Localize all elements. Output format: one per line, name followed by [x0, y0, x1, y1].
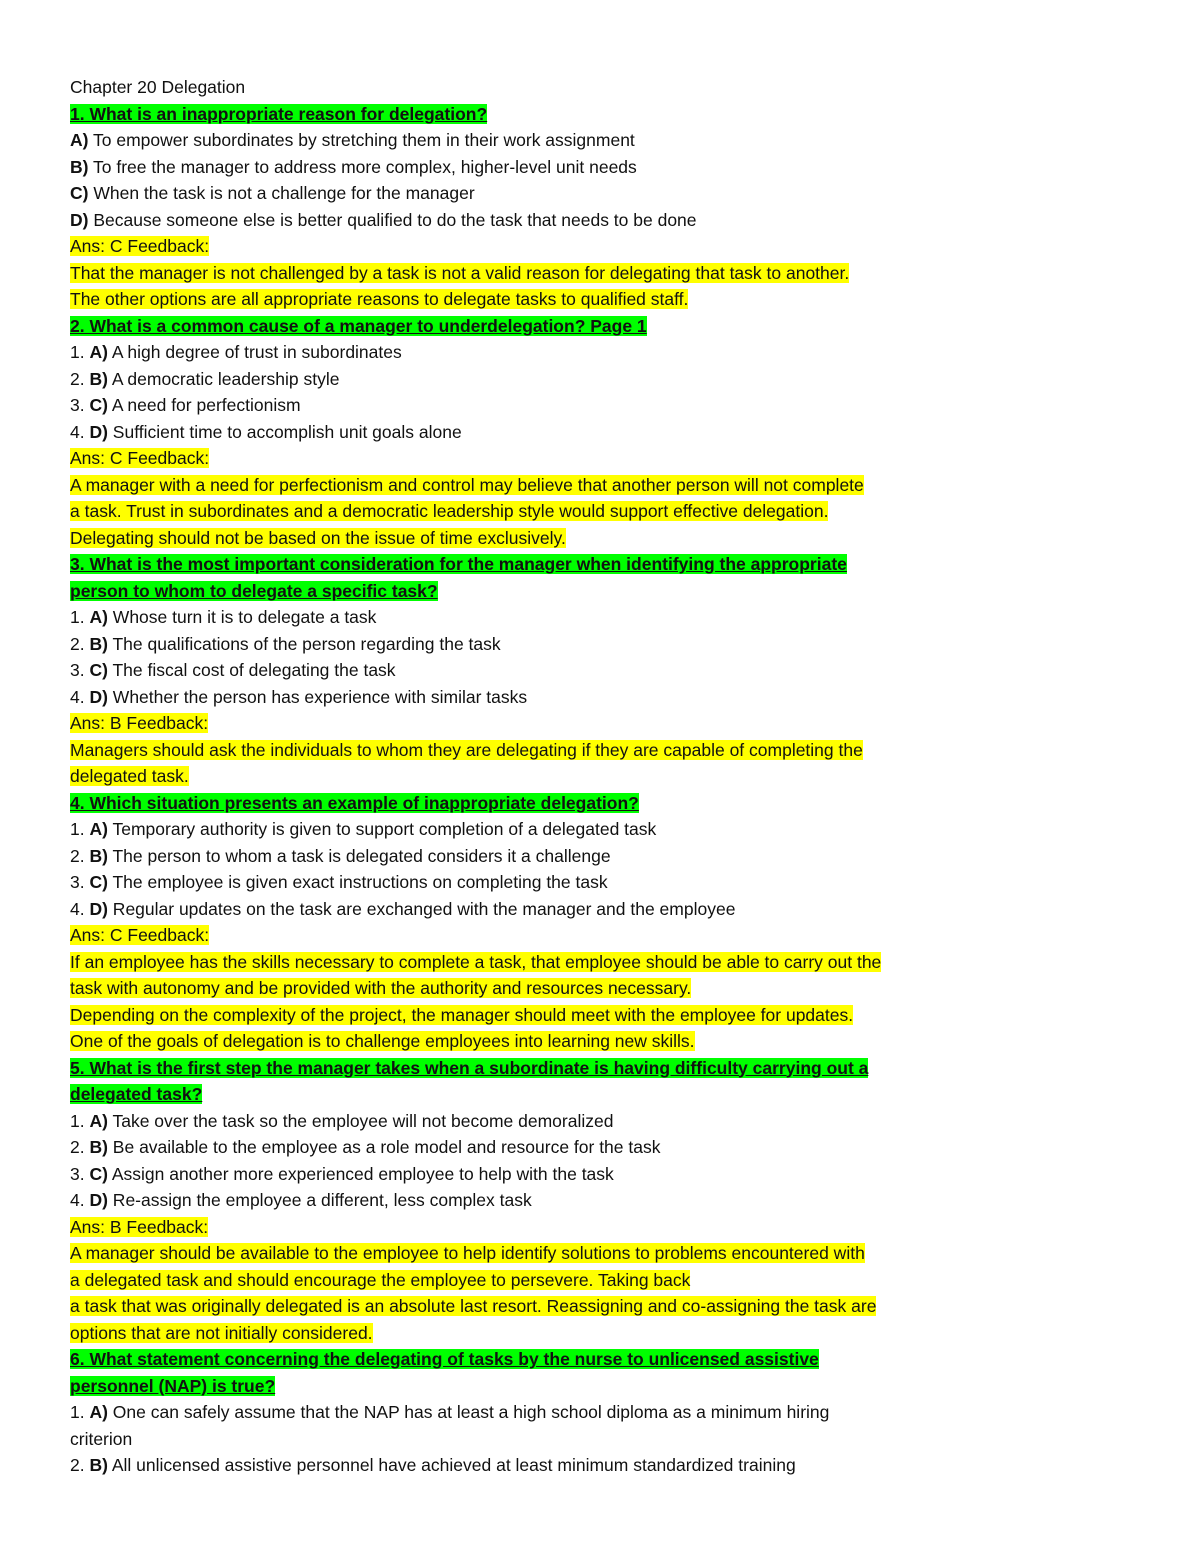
option-letter: B)	[89, 1137, 108, 1157]
option-line	[70, 657, 1150, 684]
option-letter: C)	[89, 872, 108, 892]
option-number: 3.	[70, 395, 90, 415]
option-line	[70, 843, 1150, 870]
option-text: Because someone else is better qualified to do the task that needs to be done	[88, 209, 697, 230]
question-line-text: personnel (NAP) is true?	[70, 1375, 276, 1396]
option-text: Whose turn it is to delegate a task	[107, 607, 377, 627]
text-line	[70, 1426, 1150, 1453]
option-letter: A)	[89, 342, 108, 362]
answer-line	[70, 922, 1150, 949]
option-line	[70, 1134, 1150, 1161]
option-letter: A)	[89, 1402, 108, 1422]
option-text: To free the manager to address more complex, higher-level unit needs	[88, 156, 637, 177]
option-letter: B)	[89, 368, 108, 389]
question-line	[70, 313, 1150, 340]
feedback-line	[70, 949, 1150, 976]
feedback-line	[70, 975, 1150, 1002]
option-line	[70, 604, 1150, 631]
option-number: 2.	[70, 1137, 90, 1157]
option-letter: B)	[89, 1455, 108, 1475]
option-number: 4.	[70, 686, 90, 707]
option-text: Be available to the employee as a role model and resource for the task	[107, 1137, 661, 1157]
answer-line	[70, 233, 1150, 260]
option-number: 2.	[70, 1455, 90, 1475]
option-number: 3.	[70, 1163, 90, 1184]
option-letter: C)	[89, 660, 108, 680]
option-text: The fiscal cost of delegating the task	[107, 660, 396, 680]
option-line	[70, 154, 1150, 181]
option-number: 1.	[70, 819, 90, 839]
option-letter: C)	[89, 1163, 108, 1184]
question-line-text: person to whom to delegate a specific task?	[70, 580, 438, 601]
feedback-line-text: One of the goals of delegation is to challenge employees into learning new skills.	[70, 1031, 695, 1051]
question-line	[70, 790, 1150, 817]
feedback-line-text: That the manager is not challenged by a task is not a valid reason for delegating that task to another.	[70, 262, 850, 283]
feedback-line	[70, 1002, 1150, 1029]
option-number: 4.	[70, 898, 90, 919]
option-text: Take over the task so the employee will not become demoralized	[107, 1110, 614, 1131]
answer-line	[70, 710, 1150, 737]
option-letter: A)	[70, 130, 89, 150]
question-line-text: 1. What is an inappropriate reason for delegation?	[70, 103, 488, 124]
feedback-line-text: The other options are all appropriate reasons to delegate tasks to qualified staff.	[70, 289, 689, 309]
feedback-line	[70, 1028, 1150, 1055]
question-line-text: 4. Which situation presents an example of inappropriate delegation?	[70, 792, 639, 813]
option-text: A need for perfectionism	[107, 395, 301, 415]
option-number: 3.	[70, 660, 90, 680]
option-number: 4.	[70, 421, 90, 442]
question-line	[70, 578, 1150, 605]
answer-line-text: Ans: C Feedback:	[70, 448, 210, 468]
option-line	[70, 1399, 1150, 1426]
answer-line-text: Ans: C Feedback:	[70, 925, 210, 945]
feedback-line	[70, 1293, 1150, 1320]
option-line	[70, 631, 1150, 658]
option-letter: B)	[89, 633, 108, 654]
feedback-line	[70, 472, 1150, 499]
feedback-line-text: a task. Trust in subordinates and a democratic leadership style would support effective delegation.	[70, 501, 829, 521]
option-line	[70, 1452, 1150, 1479]
option-number: 4.	[70, 1190, 90, 1210]
question-line	[70, 1081, 1150, 1108]
option-text: All unlicensed assistive personnel have achieved at least minimum standardized training	[107, 1455, 796, 1475]
feedback-line	[70, 525, 1150, 552]
option-text: Whether the person has experience with similar tasks	[107, 686, 528, 707]
question-line-text: delegated task?	[70, 1084, 203, 1104]
option-letter: C)	[70, 183, 89, 203]
option-text: To empower subordinates by stretching them in their work assignment	[88, 130, 635, 150]
option-text: When the task is not a challenge for the manager	[88, 183, 475, 203]
option-text: The employee is given exact instructions on completing the task	[107, 872, 608, 892]
option-line	[70, 896, 1150, 923]
feedback-line	[70, 498, 1150, 525]
option-letter: D)	[70, 209, 89, 230]
feedback-line	[70, 737, 1150, 764]
option-line	[70, 392, 1150, 419]
option-text: Assign another more experienced employee to help with the task	[107, 1163, 614, 1184]
feedback-line-text: A manager with a need for perfectionism and control may believe that another person will not complete	[70, 474, 864, 495]
option-number: 1.	[70, 607, 90, 627]
option-line	[70, 366, 1150, 393]
question-line-text: 5. What is the first step the manager takes when a subordinate is having difficulty carrying out a	[70, 1057, 869, 1078]
option-line	[70, 1108, 1150, 1135]
feedback-line	[70, 1267, 1150, 1294]
question-line-text: 3. What is the most important consideration for the manager when identifying the appropriate	[70, 554, 847, 574]
option-line	[70, 1187, 1150, 1214]
feedback-line-text: Delegating should not be based on the issue of time exclusively.	[70, 527, 566, 548]
option-letter: B)	[89, 845, 108, 866]
answer-line-text: Ans: C Feedback:	[70, 236, 210, 256]
option-letter: C)	[89, 395, 108, 415]
feedback-line-text: a delegated task and should encourage the employee to persevere. Taking back	[70, 1269, 691, 1290]
option-number: 2.	[70, 845, 90, 866]
option-number: 1.	[70, 1402, 90, 1422]
feedback-line	[70, 763, 1150, 790]
feedback-line	[70, 260, 1150, 287]
option-letter: D)	[89, 421, 108, 442]
feedback-line	[70, 286, 1150, 313]
option-letter: B)	[70, 156, 89, 177]
question-line	[70, 1055, 1150, 1082]
feedback-line-text: delegated task.	[70, 766, 189, 786]
feedback-line	[70, 1320, 1150, 1347]
option-text: A democratic leadership style	[107, 368, 340, 389]
feedback-line-text: Managers should ask the individuals to whom they are delegating if they are capable of completing the	[70, 739, 863, 760]
text-line-text: criterion	[70, 1428, 133, 1449]
option-text: The qualifications of the person regarding the task	[107, 633, 501, 654]
option-number: 3.	[70, 872, 90, 892]
option-letter: A)	[89, 1110, 108, 1131]
option-line	[70, 127, 1150, 154]
answer-line	[70, 445, 1150, 472]
option-letter: A)	[89, 607, 108, 627]
option-line	[70, 339, 1150, 366]
document-page	[70, 74, 1150, 1479]
option-line	[70, 1161, 1150, 1188]
question-line-text: 6. What statement concerning the delegating of tasks by the nurse to unlicensed assistive	[70, 1349, 819, 1369]
document-body	[70, 101, 1150, 1479]
option-text: Regular updates on the task are exchanged with the manager and the employee	[107, 898, 736, 919]
option-letter: D)	[89, 686, 108, 707]
answer-line	[70, 1214, 1150, 1241]
question-line	[70, 551, 1150, 578]
feedback-line-text: Depending on the complexity of the project, the manager should meet with the employee for updates.	[70, 1004, 854, 1025]
question-line	[70, 101, 1150, 128]
question-line	[70, 1373, 1150, 1400]
question-line	[70, 1346, 1150, 1373]
option-number: 2.	[70, 368, 90, 389]
option-line	[70, 684, 1150, 711]
option-line	[70, 180, 1150, 207]
option-number: 1.	[70, 342, 90, 362]
option-letter: D)	[89, 898, 108, 919]
option-line	[70, 207, 1150, 234]
document-title: Chapter 20 Delegation	[70, 77, 246, 97]
feedback-line-text: a task that was originally delegated is an absolute last resort. Reassigning and co-assigning the task are	[70, 1296, 877, 1316]
option-line	[70, 419, 1150, 446]
option-line	[70, 816, 1150, 843]
feedback-line-text: A manager should be available to the employee to help identify solutions to problems encountered with	[70, 1243, 865, 1263]
option-text: Temporary authority is given to support completion of a delegated task	[107, 819, 657, 839]
feedback-line-text: task with autonomy and be provided with the authority and resources necessary.	[70, 978, 692, 998]
feedback-line	[70, 1240, 1150, 1267]
option-text: A high degree of trust in subordinates	[107, 342, 402, 362]
option-line	[70, 869, 1150, 896]
question-line-text: 2. What is a common cause of a manager to underdelegation? Page 1	[70, 315, 647, 336]
option-number: 2.	[70, 633, 90, 654]
option-letter: A)	[89, 819, 108, 839]
option-number: 1.	[70, 1110, 90, 1131]
option-letter: D)	[89, 1190, 108, 1210]
feedback-line-text: options that are not initially considered.	[70, 1322, 373, 1343]
answer-line-text: Ans: B Feedback:	[70, 1216, 209, 1237]
feedback-line-text: If an employee has the skills necessary to complete a task, that employee should be able to carry out the	[70, 951, 882, 972]
option-text: The person to whom a task is delegated considers it a challenge	[107, 845, 611, 866]
option-text: One can safely assume that the NAP has at least a high school diploma as a minimum hiring	[107, 1402, 830, 1422]
answer-line-text: Ans: B Feedback:	[70, 713, 209, 733]
option-text: Re-assign the employee a different, less complex task	[107, 1190, 532, 1210]
option-text: Sufficient time to accomplish unit goals alone	[107, 421, 462, 442]
